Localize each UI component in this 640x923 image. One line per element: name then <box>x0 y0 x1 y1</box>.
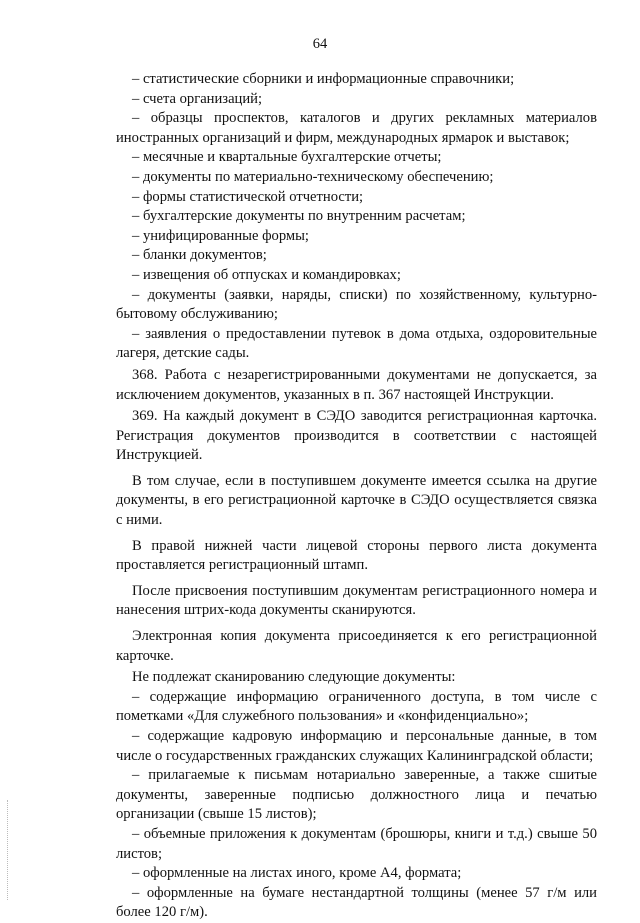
list-item: – статистические сборники и информационные справочники; <box>132 71 515 87</box>
paragraph-368: 368. Работа с незарегистрированными документами не допускается, за исключением документов, указанных в п. 367 настоящей Инструкции. <box>116 366 597 403</box>
list-item: – документы (заявки, наряды, списки) по хозяйственному, культурно-бытовому обслуживанию; <box>116 286 597 323</box>
list-item: – прилагаемые к письмам нотариально заверенные, а также сшитые документы, заверенные подписью должностного лица и печатью организации (свыше 15 листов); <box>116 767 597 823</box>
paragraph: После присвоения поступившим документам регистрационного номера и нанесения штрих-кода документы сканируются. <box>116 582 597 619</box>
paragraph-369: 369. На каждый документ в СЭДО заводится регистрационная карточка. Регистрация документов производится в соответствии с настоящей Инструкцией. <box>116 408 597 464</box>
page-number: 64 <box>312 36 328 52</box>
document-body <box>116 70 597 923</box>
list-item: – бухгалтерские документы по внутренним расчетам; <box>132 208 466 225</box>
list-item: – извещения об отпусках и командировках; <box>132 266 401 283</box>
list-item: – месячные и квартальные бухгалтерские отчеты; <box>132 149 442 166</box>
paragraph: Не подлежат сканированию следующие документы: <box>132 669 456 686</box>
paragraph: В правой нижней части лицевой стороны первого листа документа проставляется регистрационный штамп. <box>116 537 597 574</box>
list-item: – содержащие кадровую информацию и персональные данные, в том числе о государственных гражданских служащих Калининградской области; <box>116 728 597 764</box>
list-item: – объемные приложения к документам (брошюры, книги и т.д.) свыше 50 листов; <box>116 825 597 862</box>
list-item: – формы статистической отчетности; <box>132 188 364 205</box>
paragraph: Электронная копия документа присоединяется к его регистрационной карточке. <box>116 628 597 664</box>
list-item: – содержащие информацию ограниченного доступа, в том числе с пометками «Для служебного пользования» и «конфиденциально»; <box>116 688 597 725</box>
list-item: – заявления о предоставлении путевок в дома отдыха, оздоровительные лагеря, детские сады. <box>116 325 597 362</box>
list-item: – документы по материально-техническому обеспечению; <box>132 168 494 185</box>
list-item: – унифицированные формы; <box>132 227 309 244</box>
list-item: – оформленные на бумаге нестандартной толщины (менее 57 г/м или более 120 г/м). <box>116 884 597 921</box>
scan-margin-dots <box>7 800 10 900</box>
list-item: – бланки документов; <box>132 247 267 264</box>
list-item: – образцы проспектов, каталогов и других рекламных материалов иностранных организаций и фирм, международных ярмарок и выставок; <box>116 110 597 146</box>
list-item: – оформленные на листах иного, кроме А4, формата; <box>132 865 462 882</box>
list-item: – счета организаций; <box>132 90 263 107</box>
paragraph: В том случае, если в поступившем документе имеется ссылка на другие документы, в его регистрационной карточке в СЭДО осуществляется связка с ними. <box>116 472 597 529</box>
